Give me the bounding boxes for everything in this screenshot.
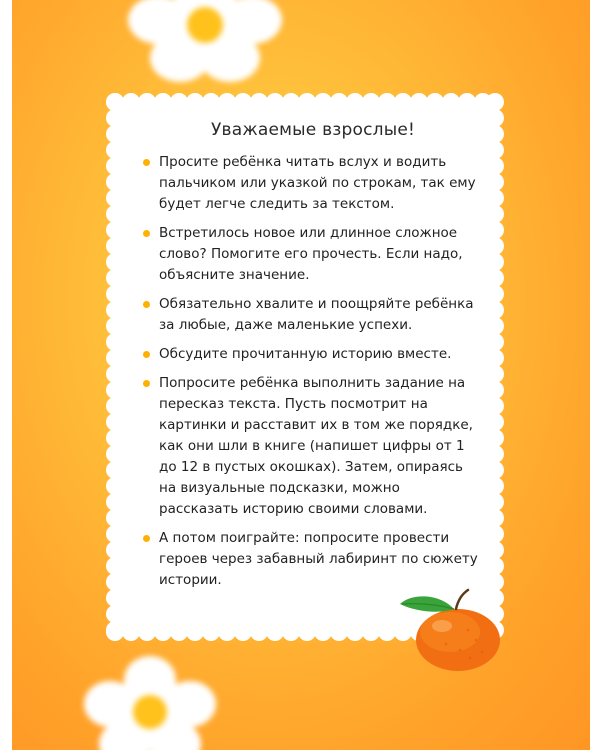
page-edge-right <box>590 0 600 750</box>
bullet-icon <box>143 535 150 542</box>
tips-list <box>143 152 483 591</box>
tangerine-icon <box>398 582 508 672</box>
card-content <box>143 120 483 599</box>
bullet-icon <box>143 380 150 387</box>
page-edge-left <box>0 0 12 750</box>
bullet-icon <box>143 301 150 308</box>
list-item <box>143 294 483 336</box>
tip-text: А потом поиграйте: попросите провести героев через забавный лабиринт по сюжету истории. <box>159 530 478 588</box>
card-title: Уважаемые взрослые! <box>210 120 416 140</box>
list-item <box>143 373 483 520</box>
tip-text: Просите ребёнка читать вслух и водить пальчиком или указкой по строкам, так ему будет легче следить за текстом. <box>159 154 476 212</box>
tip-text: Обсудите прочитанную историю вместе. <box>159 346 452 362</box>
bullet-icon <box>143 159 150 166</box>
tips-card <box>105 92 505 642</box>
list-item <box>143 344 483 365</box>
list-item <box>143 152 483 215</box>
list-item <box>143 223 483 286</box>
bullet-icon <box>143 230 150 237</box>
tip-text: Встретилось новое или длинное сложное слово? Помогите его прочесть. Если надо, объясните значение. <box>159 225 463 283</box>
tip-text: Попросите ребёнка выполнить задание на пересказ текста. Пусть посмотрит на картинки и расставит их в том же порядке, как они шли в книге (напишет цифры от 1 до 12 в пустых окошках). Затем, опираясь на визуальные подсказки, можно рассказать историю своими словами. <box>159 375 473 517</box>
tip-text: Обязательно хвалите и поощряйте ребёнка за любые, даже маленькие успехи. <box>159 296 474 333</box>
daisy-icon <box>80 652 220 750</box>
daisy-icon <box>110 0 300 90</box>
bullet-icon <box>143 351 150 358</box>
